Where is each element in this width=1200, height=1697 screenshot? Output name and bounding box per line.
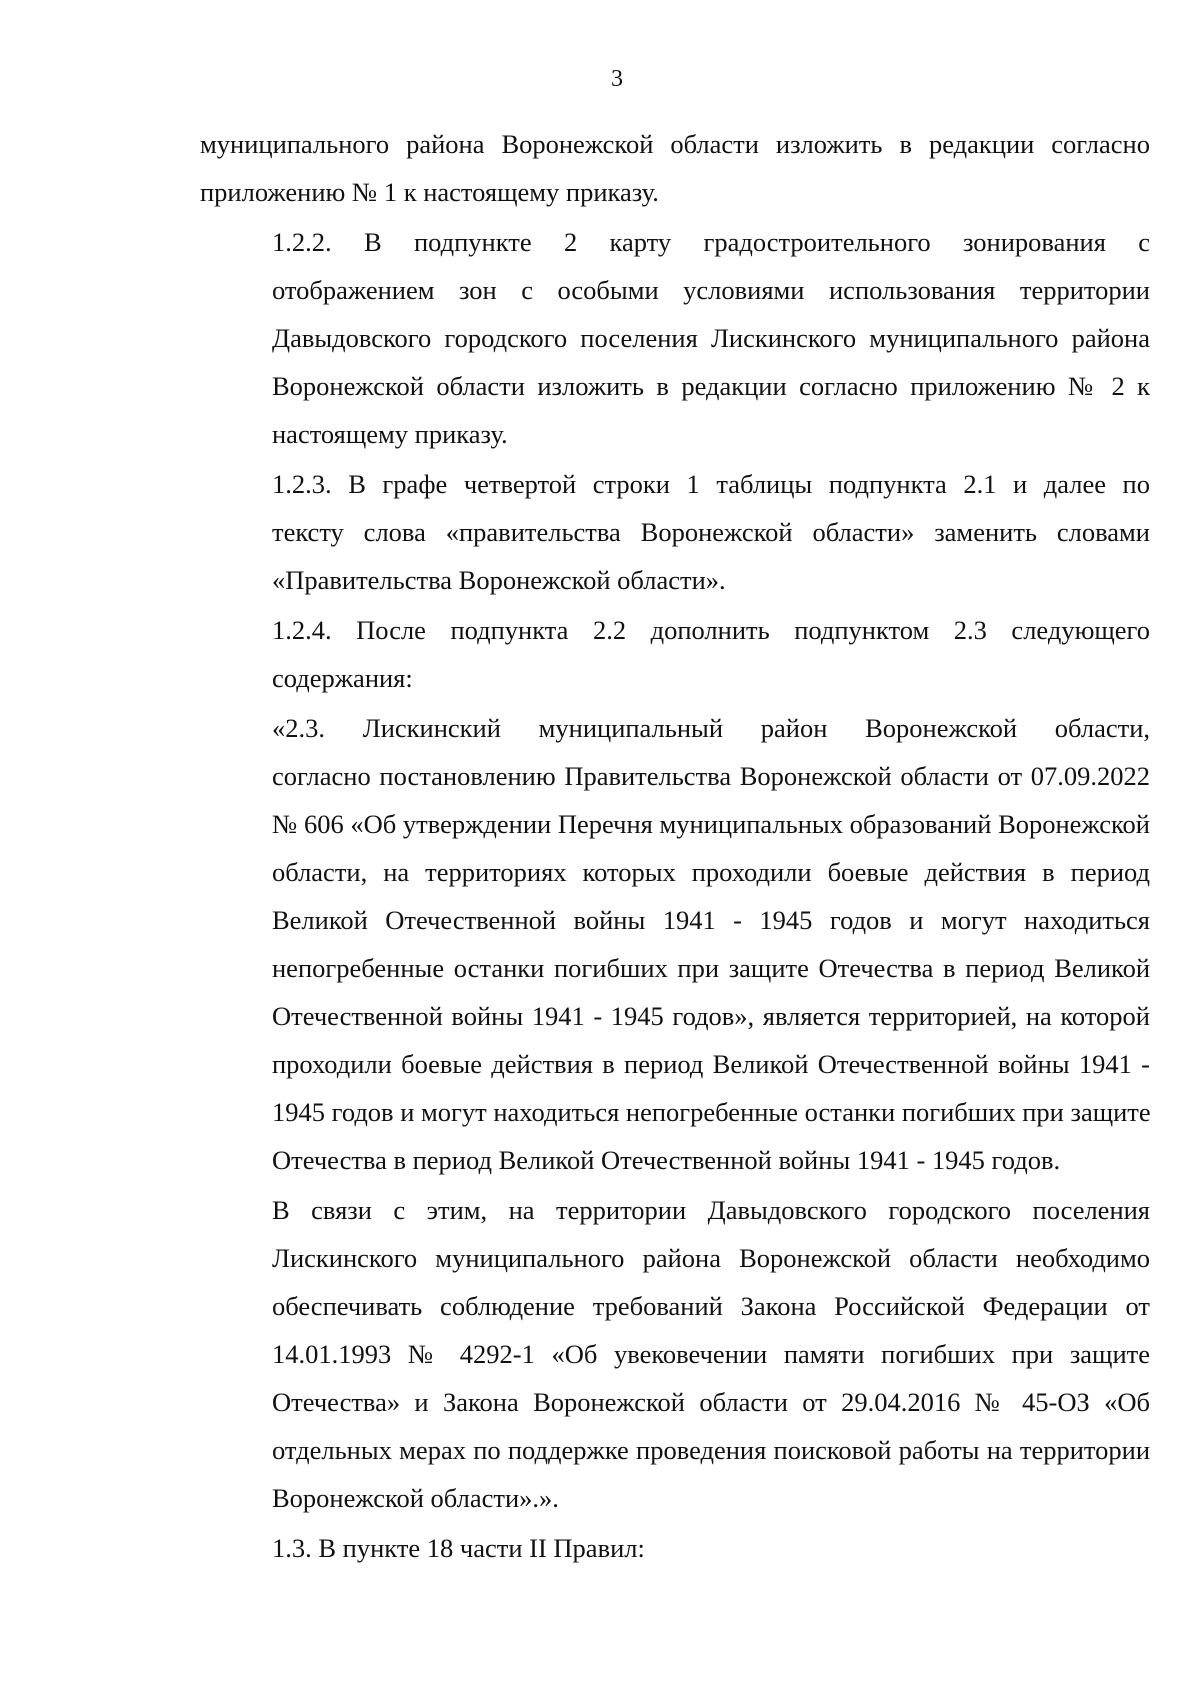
paragraph <box>200 218 1150 458</box>
text-line: 1.2.4. После подпункта 2.2 дополнить подпунктом 2.3 следующего <box>272 615 1150 645</box>
text-line: настоящему приказу. <box>272 419 508 449</box>
text-line: Отечественной войны 1941 - 1945 годов», является территорией, на которой <box>272 1001 1150 1031</box>
text-line: 1945 годов и могут находиться непогребенные останки погибших при защите <box>272 1097 1151 1127</box>
text-line: отдельных мерах по поддержке проведения поисковой работы на территории <box>272 1435 1150 1465</box>
text-line: приложению № 1 к настоящему приказу. <box>200 177 659 207</box>
text-line: 1.2.2. В подпункте 2 карту градостроительного зонирования с <box>272 227 1150 257</box>
text-line: муниципального района Воронежской области изложить в редакции согласно <box>200 129 1150 159</box>
paragraph <box>200 460 1150 604</box>
text-line: согласно постановлению Правительства Воронежской области от 07.09.2022 <box>272 761 1150 791</box>
text-line: тексту слова «правительства Воронежской области» заменить словами <box>272 517 1150 547</box>
text-line: В связи с этим, на территории Давыдовского городского поселения <box>272 1195 1150 1225</box>
text-line: обеспечивать соблюдение требований Закона Российской Федерации от <box>272 1291 1150 1321</box>
text-line: Воронежской области».». <box>272 1483 559 1513</box>
text-line: «Правительства Воронежской области». <box>272 565 726 595</box>
text-line: Отечества в период Великой Отечественной войны 1941 - 1945 годов. <box>272 1145 1061 1175</box>
text-line: Великой Отечественной войны 1941 - 1945 годов и могут находиться <box>272 905 1150 935</box>
text-line: Отечества» и Закона Воронежской области от 29.04.2016 № 45-ОЗ «Об <box>272 1387 1150 1417</box>
paragraph <box>200 606 1150 702</box>
text-line: содержания: <box>272 663 413 693</box>
text-line: «2.3. Лискинский муниципальный район Воронежской области, <box>272 713 1150 743</box>
text-line: непогребенные останки погибших при защите Отечества в период Великой <box>272 953 1150 983</box>
text-line: области, на территориях которых проходили боевые действия в период <box>272 857 1150 887</box>
text-line: отображением зон с особыми условиями использования территории <box>272 275 1150 305</box>
text-line: Воронежской области изложить в редакции согласно приложению № 2 к <box>272 371 1150 401</box>
paragraph <box>200 1186 1150 1522</box>
paragraph <box>200 1524 1150 1572</box>
text-line: № 606 «Об утверждении Перечня муниципальных образований Воронежской <box>272 809 1150 839</box>
paragraph <box>200 704 1150 1184</box>
page-number: 3 <box>611 66 623 92</box>
text-line: 1.3. В пункте 18 части II Правил: <box>272 1533 645 1563</box>
text-line: Лискинского муниципального района Воронежской области необходимо <box>272 1243 1150 1273</box>
text-line: проходили боевые действия в период Великой Отечественной войны 1941 - <box>272 1049 1150 1079</box>
document-body <box>200 120 1150 1574</box>
text-line: 1.2.3. В графе четвертой строки 1 таблицы подпункта 2.1 и далее по <box>272 469 1150 499</box>
text-line: 14.01.1993 № 4292-1 «Об увековечении памяти погибших при защите <box>272 1339 1150 1369</box>
paragraph <box>200 120 1150 216</box>
text-line: Давыдовского городского поселения Лискинского муниципального района <box>272 323 1150 353</box>
